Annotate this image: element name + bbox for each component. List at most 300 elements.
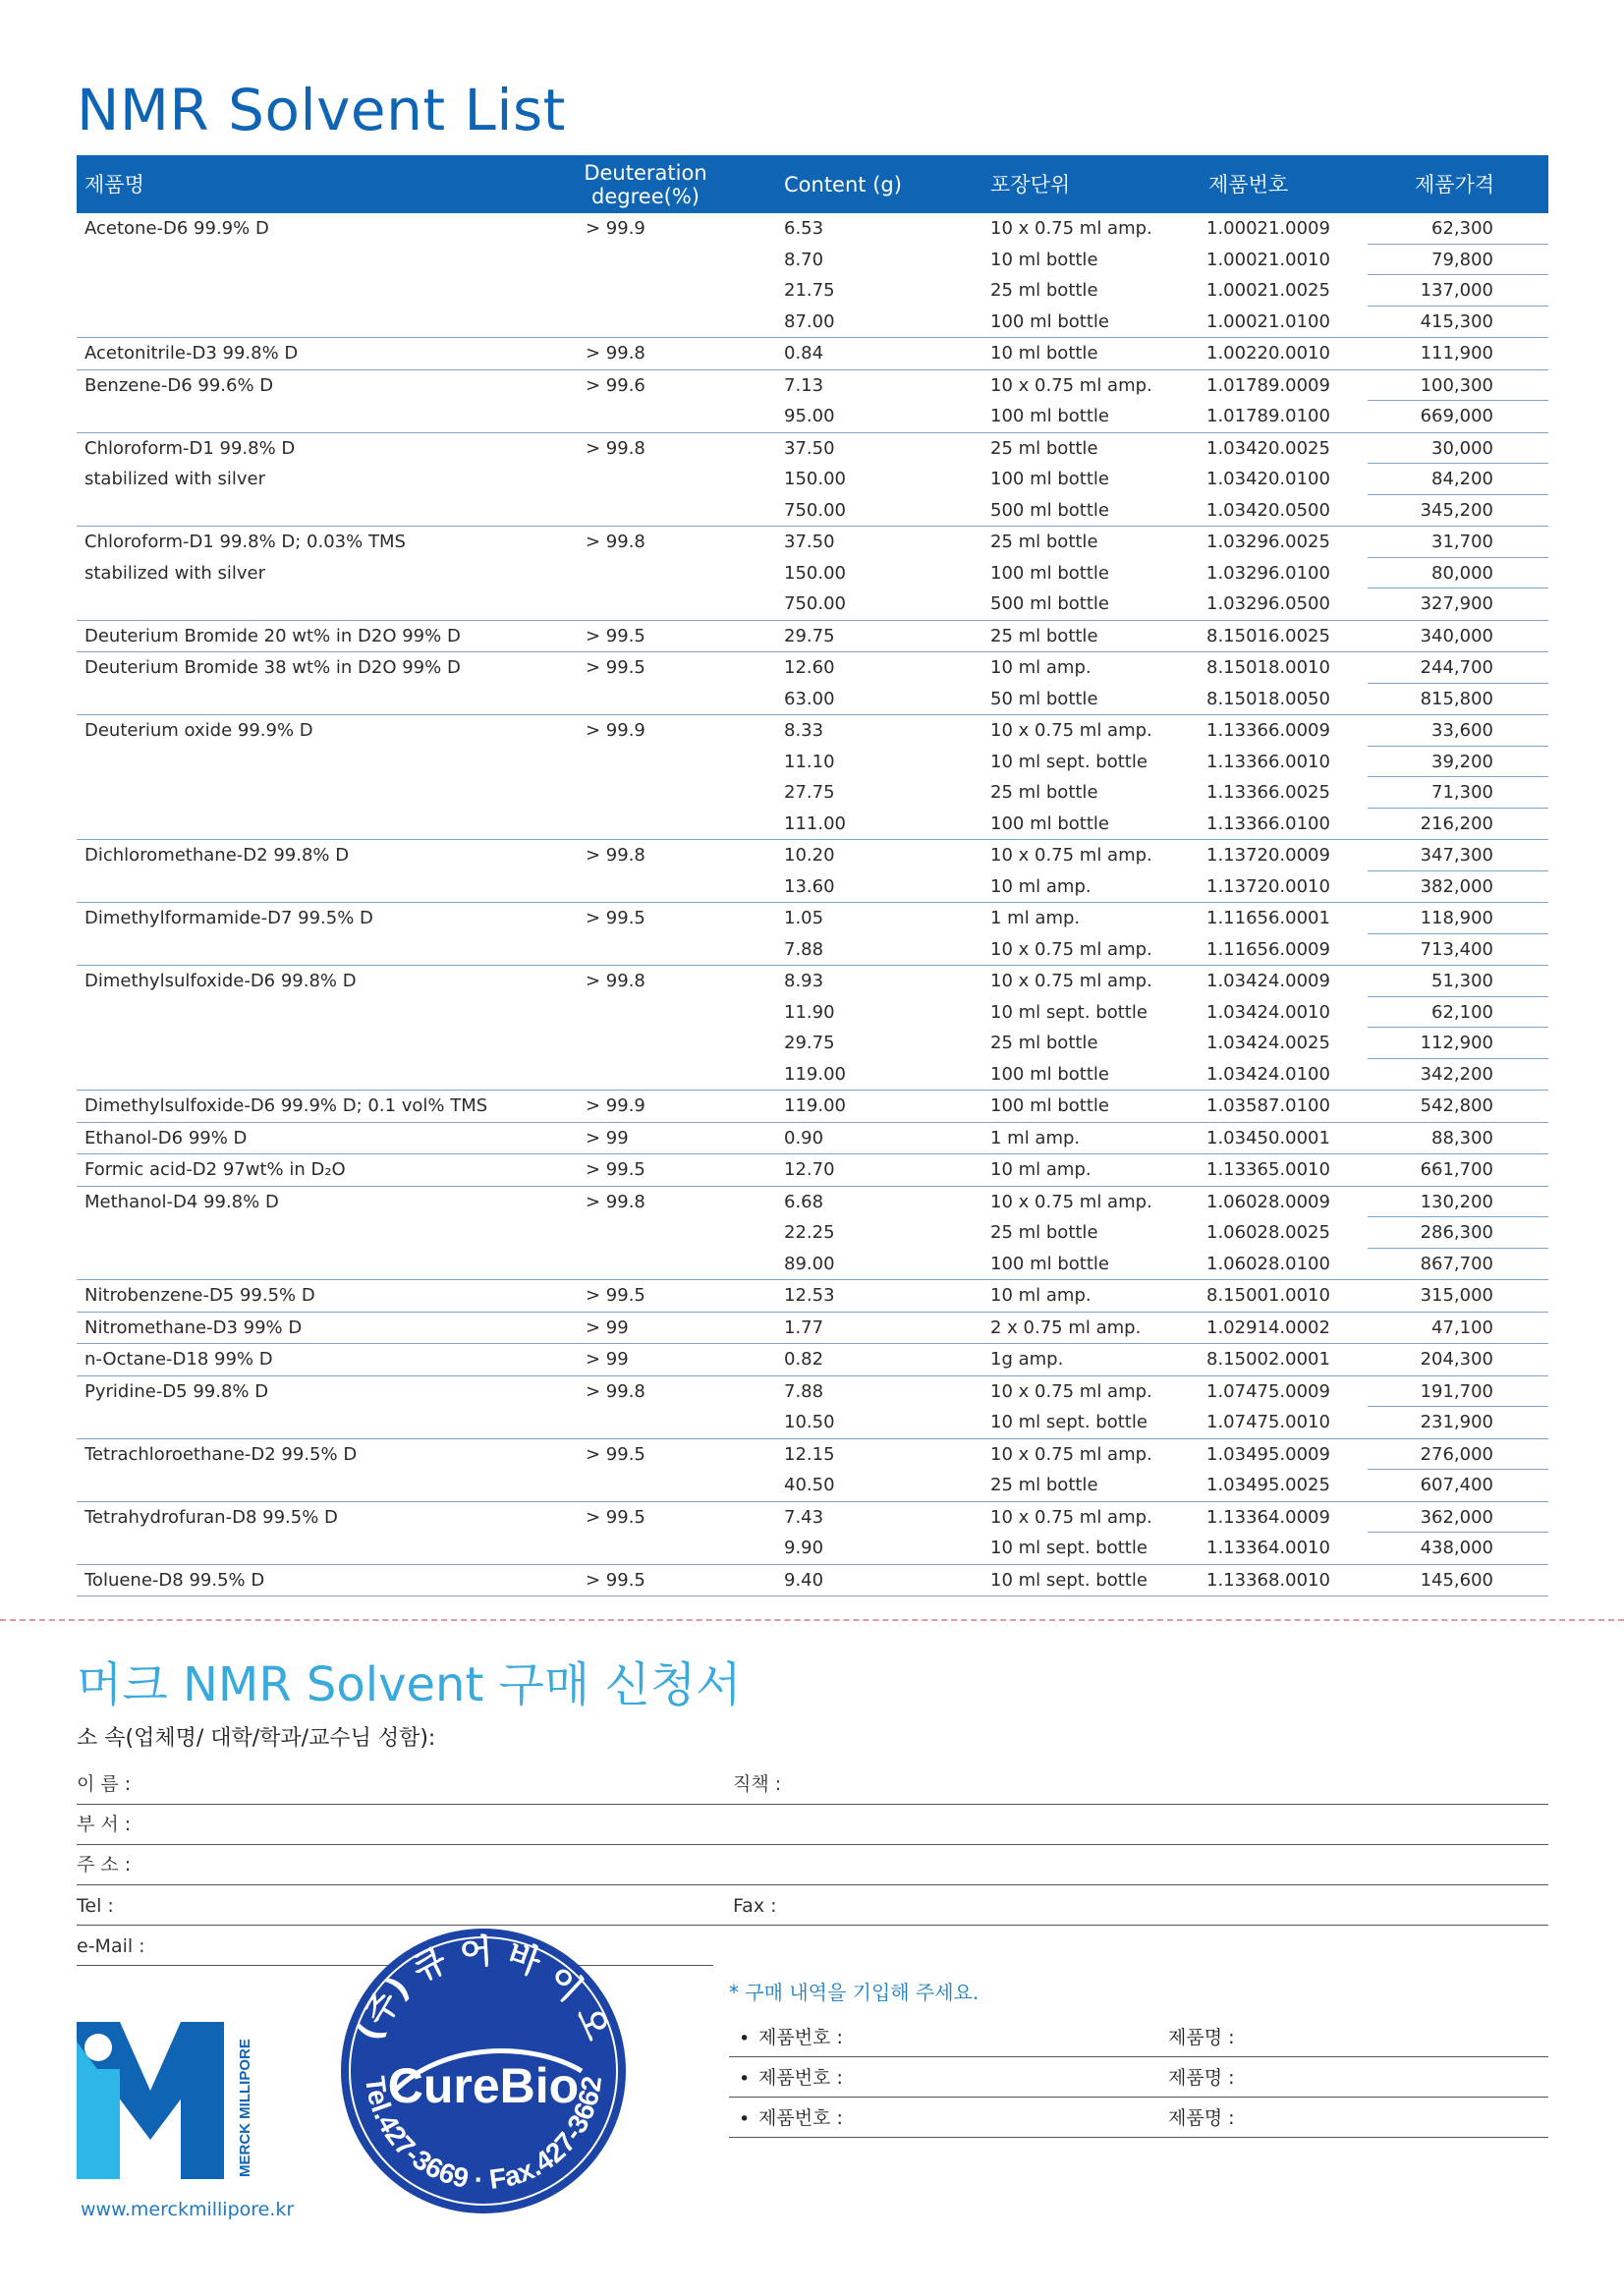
content-cell: 119.00 [784, 1063, 846, 1085]
deuteration-cell: > 99.5 [586, 625, 645, 646]
product-name-cell: stabilized with silver [84, 562, 265, 584]
package-cell: 10 x 0.75 ml amp. [990, 1443, 1152, 1465]
package-cell: 10 x 0.75 ml amp. [990, 1191, 1152, 1212]
deuteration-cell: > 99.8 [586, 343, 645, 364]
catalog-no-cell: 1.13368.0010 [1206, 1569, 1330, 1591]
package-cell: 25 ml bottle [990, 1475, 1098, 1495]
price-cell: 79,800 [1368, 245, 1548, 276]
table-row [77, 715, 1548, 747]
package-cell: 1g amp. [990, 1349, 1064, 1370]
deuteration-cell: > 99 [586, 1127, 629, 1148]
product-group [77, 652, 1548, 715]
table-row [77, 871, 1548, 903]
order-line[interactable] [729, 2098, 1548, 2138]
table-row [77, 652, 1548, 684]
table-row [77, 903, 1548, 934]
table-row [77, 1313, 1548, 1344]
table-row [77, 370, 1548, 402]
content-cell: 9.90 [784, 1538, 824, 1558]
product-group [77, 1344, 1548, 1376]
package-cell: 1 ml amp. [990, 908, 1081, 928]
website-link[interactable]: www.merckmillipore.kr [81, 2199, 295, 2220]
table-row [77, 747, 1548, 778]
content-cell: 29.75 [784, 1033, 835, 1053]
tel-fax-field[interactable] [77, 1884, 1548, 1926]
catalog-no-cell: 1.00021.0100 [1206, 310, 1330, 332]
catalog-no-cell: 1.11656.0001 [1206, 908, 1330, 928]
deuteration-cell: > 99.8 [586, 971, 645, 991]
package-cell: 100 ml bottle [990, 406, 1109, 426]
table-row [77, 1439, 1548, 1471]
table-row [77, 213, 1548, 245]
catalog-no-cell: 8.15001.0010 [1206, 1285, 1330, 1306]
catalog-no-cell: 1.07475.0009 [1206, 1380, 1330, 1402]
order-line[interactable] [729, 2057, 1548, 2098]
product-group [77, 527, 1548, 621]
catalog-no-cell: 1.03424.0009 [1206, 971, 1330, 991]
company-stamp [336, 1924, 631, 2218]
package-cell: 10 ml sept. bottle [990, 751, 1148, 772]
table-row [77, 275, 1548, 307]
product-name-cell: Dichloromethane-D2 99.8% D [84, 845, 350, 866]
table-row [77, 1028, 1548, 1059]
product-name-cell: Nitrobenzene-D5 99.5% D [84, 1285, 315, 1306]
affiliation-label: 소 속(업체명/ 대학/학과/교수님 성함): [77, 1726, 436, 1751]
price-cell: 244,700 [1368, 652, 1548, 684]
deuteration-cell: > 99.8 [586, 1191, 645, 1212]
table-row [77, 1280, 1548, 1312]
deuteration-cell: > 99.8 [586, 845, 645, 866]
content-cell: 119.00 [784, 1095, 846, 1116]
tel-label: Tel : [77, 1895, 114, 1917]
header-catalog-no: 제품번호 [1208, 172, 1289, 196]
catalog-no-cell: 1.03495.0025 [1206, 1475, 1330, 1495]
content-cell: 0.90 [784, 1127, 824, 1148]
catalog-no-cell: 1.03587.0100 [1206, 1095, 1330, 1116]
product-group [77, 840, 1548, 903]
product-group [77, 370, 1548, 433]
form-title: 머크 NMR Solvent 구매 신청서 [77, 1657, 742, 1712]
content-cell: 12.15 [784, 1443, 835, 1465]
table-row [77, 464, 1548, 495]
header-price: 제품가격 [1415, 172, 1495, 196]
table-row [77, 1407, 1548, 1438]
package-cell: 10 x 0.75 ml amp. [990, 218, 1152, 239]
price-cell: 231,900 [1420, 1412, 1493, 1432]
package-cell: 10 x 0.75 ml amp. [990, 938, 1152, 960]
price-cell: 286,300 [1368, 1217, 1548, 1249]
catalog-no-cell: 1.11656.0009 [1206, 938, 1330, 960]
price-cell: 347,300 [1368, 840, 1548, 871]
package-cell: 10 ml sept. bottle [990, 1569, 1148, 1591]
product-name-cell: Acetonitrile-D3 99.8% D [84, 343, 299, 364]
deuteration-cell: > 99.9 [586, 720, 645, 741]
catalog-no-cell: 1.03296.0500 [1206, 593, 1330, 614]
catalog-no-cell: 1.13366.0025 [1206, 782, 1330, 803]
product-no-label: 제품번호 : [758, 2107, 843, 2129]
price-cell: 39,200 [1368, 747, 1548, 778]
price-cell: 661,700 [1420, 1159, 1493, 1180]
deuteration-cell: > 99.8 [586, 532, 645, 552]
product-no-label: 제품번호 : [758, 2027, 843, 2048]
catalog-no-cell: 1.03420.0500 [1206, 499, 1330, 521]
price-cell: 216,200 [1420, 812, 1493, 834]
content-cell: 11.10 [784, 751, 835, 772]
content-cell: 21.75 [784, 280, 835, 301]
catalog-no-cell: 1.13366.0010 [1206, 751, 1330, 772]
price-cell: 33,600 [1368, 715, 1548, 747]
package-cell: 500 ml bottle [990, 593, 1109, 614]
catalog-no-cell: 8.15018.0050 [1206, 688, 1330, 709]
product-group [77, 1187, 1548, 1281]
product-group [77, 966, 1548, 1091]
price-cell: 47,100 [1431, 1316, 1493, 1338]
name-label: 이 름 : [77, 1773, 132, 1795]
catalog-no-cell: 1.07475.0010 [1206, 1412, 1330, 1432]
deuteration-cell: > 99.5 [586, 1285, 645, 1306]
product-name-label: 제품명 : [1168, 2107, 1235, 2129]
table-header [77, 155, 1548, 213]
table-body [77, 213, 1548, 1596]
product-name-cell: Deuterium Bromide 20 wt% in D2O 99% D [84, 625, 461, 646]
table-row [77, 1533, 1548, 1564]
package-cell: 100 ml bottle [990, 1063, 1109, 1085]
package-cell: 10 x 0.75 ml amp. [990, 1506, 1152, 1528]
deuteration-cell: > 99.5 [586, 908, 645, 928]
content-cell: 7.43 [784, 1506, 824, 1528]
product-name-cell: Dimethylsulfoxide-D6 99.8% D [84, 971, 357, 991]
catalog-no-cell: 1.03424.0010 [1206, 1001, 1330, 1023]
table-row [77, 1059, 1548, 1091]
deuteration-cell: > 99.5 [586, 1443, 645, 1465]
page-title: NMR Solvent List [77, 77, 566, 143]
product-name-cell: Dimethylsulfoxide-D6 99.9% D; 0.1 vol% TMS [84, 1095, 488, 1116]
package-cell: 10 ml amp. [990, 657, 1092, 678]
price-cell: 62,100 [1368, 997, 1548, 1029]
content-cell: 7.88 [784, 938, 824, 960]
table-row [77, 1470, 1548, 1501]
deuteration-cell: > 99.9 [586, 1095, 645, 1116]
price-cell: 327,900 [1420, 593, 1493, 614]
catalog-no-cell: 8.15016.0025 [1206, 625, 1330, 646]
content-cell: 8.33 [784, 720, 824, 741]
svg-text:(주) 큐 어 바 이 오: (주) 큐 어 바 이 오 [350, 1932, 617, 2046]
product-group [77, 903, 1548, 966]
catalog-no-cell: 1.03296.0025 [1206, 532, 1330, 552]
merck-millipore-wordmark [234, 2024, 255, 2181]
catalog-no-cell: 1.02914.0002 [1206, 1316, 1330, 1338]
product-group [77, 1439, 1548, 1502]
table-row [77, 1249, 1548, 1280]
price-cell: 607,400 [1420, 1475, 1493, 1495]
package-cell: 10 x 0.75 ml amp. [990, 971, 1152, 991]
package-cell: 10 ml amp. [990, 1285, 1092, 1306]
content-cell: 7.13 [784, 374, 824, 396]
price-cell: 438,000 [1420, 1538, 1493, 1558]
catalog-no-cell: 8.15018.0010 [1206, 657, 1330, 678]
content-cell: 95.00 [784, 406, 835, 426]
price-cell: 345,200 [1420, 499, 1493, 521]
content-cell: 37.50 [784, 437, 835, 459]
price-cell: 130,200 [1368, 1187, 1548, 1218]
product-name-cell: Toluene-D8 99.5% D [84, 1569, 265, 1591]
product-name-cell: Deuterium oxide 99.9% D [84, 720, 313, 741]
price-cell: 713,400 [1420, 938, 1493, 960]
catalog-no-cell: 1.01789.0009 [1206, 374, 1330, 396]
deuteration-cell: > 99.5 [586, 657, 645, 678]
table-row [77, 934, 1548, 966]
table-row [77, 840, 1548, 871]
product-group [77, 1565, 1548, 1597]
package-cell: 100 ml bottle [990, 310, 1109, 332]
price-cell: 88,300 [1431, 1127, 1493, 1148]
solvent-table [77, 155, 1548, 1596]
catalog-no-cell: 1.03420.0025 [1206, 437, 1330, 459]
deuteration-cell: > 99.9 [586, 218, 645, 239]
product-name-cell: Tetrahydrofuran-D8 99.5% D [84, 1506, 338, 1528]
name-field[interactable] [77, 1764, 1548, 1805]
deuteration-cell: > 99 [586, 1349, 629, 1370]
package-cell: 10 x 0.75 ml amp. [990, 720, 1152, 741]
content-cell: 0.84 [784, 343, 824, 364]
package-cell: 100 ml bottle [990, 469, 1109, 489]
product-group [77, 715, 1548, 840]
package-cell: 10 x 0.75 ml amp. [990, 374, 1152, 396]
table-row [77, 401, 1548, 432]
package-cell: 100 ml bottle [990, 1253, 1109, 1274]
price-cell: 31,700 [1368, 527, 1548, 558]
package-cell: 25 ml bottle [990, 1033, 1098, 1053]
package-cell: 10 ml amp. [990, 875, 1092, 897]
header-content: Content (g) [784, 172, 902, 196]
product-name-cell: n-Octane-D18 99% D [84, 1349, 273, 1370]
price-cell: 815,800 [1420, 688, 1493, 709]
content-cell: 11.90 [784, 1001, 835, 1023]
order-note: * 구매 내역을 기입해 주세요. [729, 1981, 980, 2004]
price-cell: 315,000 [1420, 1285, 1493, 1306]
content-cell: 10.50 [784, 1412, 835, 1432]
catalog-no-cell: 1.03296.0100 [1206, 562, 1330, 584]
table-row [77, 433, 1548, 465]
table-row [77, 1154, 1548, 1186]
product-name-cell: Benzene-D6 99.6% D [84, 374, 274, 396]
catalog-no-cell: 1.00021.0010 [1206, 249, 1330, 270]
price-cell: 204,300 [1420, 1349, 1493, 1370]
table-row [77, 684, 1548, 715]
content-cell: 111.00 [784, 812, 846, 834]
package-cell: 25 ml bottle [990, 625, 1098, 646]
product-group [77, 1376, 1548, 1439]
catalog-no-cell: 1.03424.0100 [1206, 1063, 1330, 1085]
product-group [77, 1091, 1548, 1123]
bullet: • [739, 2028, 751, 2049]
product-name-cell: Nitromethane-D3 99% D [84, 1316, 303, 1338]
price-cell: 415,300 [1420, 310, 1493, 332]
content-cell: 750.00 [784, 593, 846, 614]
content-cell: 29.75 [784, 625, 835, 646]
address-label: 주 소 : [77, 1854, 132, 1876]
table-row [77, 777, 1548, 809]
product-name-cell: Pyridine-D5 99.8% D [84, 1380, 269, 1402]
price-cell: 542,800 [1420, 1095, 1493, 1116]
table-row [77, 1123, 1548, 1154]
order-line[interactable] [729, 2017, 1548, 2057]
deuteration-cell: > 99.8 [586, 1380, 645, 1402]
product-group [77, 1154, 1548, 1187]
product-name-cell: stabilized with silver [84, 469, 265, 489]
catalog-no-cell: 1.13365.0010 [1206, 1159, 1330, 1180]
package-cell: 10 x 0.75 ml amp. [990, 1380, 1152, 1402]
price-cell: 145,600 [1420, 1569, 1493, 1591]
price-cell: 30,000 [1368, 433, 1548, 465]
content-cell: 13.60 [784, 875, 835, 897]
deuteration-cell: > 99.8 [586, 437, 645, 459]
price-cell: 867,700 [1420, 1253, 1493, 1274]
catalog-no-cell: 1.00021.0025 [1206, 280, 1330, 301]
table-row [77, 1217, 1548, 1249]
deuteration-cell: > 99 [586, 1316, 629, 1338]
table-row [77, 1565, 1548, 1596]
price-cell: 71,300 [1368, 777, 1548, 809]
fax-label: Fax : [733, 1895, 777, 1917]
content-cell: 12.60 [784, 657, 835, 678]
package-cell: 2 x 0.75 ml amp. [990, 1316, 1142, 1338]
table-row [77, 966, 1548, 997]
catalog-no-cell: 1.13366.0009 [1206, 720, 1330, 741]
price-cell: 111,900 [1420, 343, 1493, 364]
price-cell: 51,300 [1368, 966, 1548, 997]
content-cell: 0.82 [784, 1349, 824, 1370]
catalog-no-cell: 1.00021.0009 [1206, 218, 1330, 239]
content-cell: 27.75 [784, 782, 835, 803]
product-group [77, 213, 1548, 338]
price-cell: 84,200 [1368, 464, 1548, 495]
content-cell: 150.00 [784, 562, 846, 584]
address-field[interactable] [77, 1844, 1548, 1885]
product-group [77, 1313, 1548, 1345]
cut-line [0, 1619, 1624, 1621]
content-cell: 6.53 [784, 218, 824, 239]
price-cell: 137,000 [1368, 275, 1548, 307]
bullet: • [739, 2068, 751, 2090]
package-cell: 25 ml bottle [990, 437, 1098, 459]
table-row [77, 495, 1548, 527]
svg-text:Tel.427-3669 · Fax.427-3662: Tel.427-3669 · Fax.427-3662 [359, 2074, 608, 2196]
content-cell: 89.00 [784, 1253, 835, 1274]
package-cell: 10 ml bottle [990, 249, 1098, 270]
content-cell: 750.00 [784, 499, 846, 521]
table-row [77, 588, 1548, 620]
dept-label: 부 서 : [77, 1814, 132, 1835]
catalog-no-cell: 1.13364.0009 [1206, 1506, 1330, 1528]
content-cell: 150.00 [784, 469, 846, 489]
table-row [77, 1187, 1548, 1218]
content-cell: 6.68 [784, 1191, 824, 1212]
table-row [77, 558, 1548, 589]
content-cell: 12.70 [784, 1159, 835, 1180]
catalog-no-cell: 1.01789.0100 [1206, 406, 1330, 426]
catalog-no-cell: 1.00220.0010 [1206, 343, 1330, 364]
content-cell: 22.25 [784, 1222, 835, 1243]
catalog-no-cell: 1.03495.0009 [1206, 1443, 1330, 1465]
price-cell: 112,900 [1368, 1028, 1548, 1059]
table-row [77, 1376, 1548, 1408]
table-row [77, 809, 1548, 840]
table-row [77, 621, 1548, 652]
package-cell: 500 ml bottle [990, 499, 1109, 521]
package-cell: 1 ml amp. [990, 1127, 1081, 1148]
package-cell: 25 ml bottle [990, 280, 1098, 301]
price-cell: 100,300 [1368, 370, 1548, 402]
content-cell: 63.00 [784, 688, 835, 709]
table-row [77, 245, 1548, 276]
package-cell: 10 ml sept. bottle [990, 1412, 1148, 1432]
package-cell: 10 ml sept. bottle [990, 1538, 1148, 1558]
content-cell: 40.50 [784, 1475, 835, 1495]
content-cell: 8.70 [784, 249, 824, 270]
header-product-name: 제품명 [84, 172, 144, 196]
content-cell: 7.88 [784, 1380, 824, 1402]
product-name-cell: Chloroform-D1 99.8% D; 0.03% TMS [84, 532, 406, 552]
package-cell: 10 ml bottle [990, 343, 1098, 364]
package-cell: 100 ml bottle [990, 1095, 1109, 1116]
table-row [77, 1344, 1548, 1375]
price-cell: 342,200 [1420, 1063, 1493, 1085]
product-group [77, 621, 1548, 653]
content-cell: 1.05 [784, 908, 824, 928]
catalog-no-cell: 1.06028.0100 [1206, 1253, 1330, 1274]
table-row [77, 338, 1548, 369]
price-cell: 276,000 [1368, 1439, 1548, 1471]
merck-millipore-logo-icon [77, 2022, 224, 2179]
product-name-label: 제품명 : [1168, 2027, 1235, 2048]
catalog-no-cell: 1.06028.0025 [1206, 1222, 1330, 1243]
deuteration-cell: > 99.5 [586, 1569, 645, 1591]
svg-text:CureBio: CureBio [387, 2058, 580, 2113]
price-cell: 382,000 [1420, 875, 1493, 897]
price-cell: 340,000 [1420, 625, 1493, 646]
catalog-no-cell: 1.13364.0010 [1206, 1538, 1330, 1558]
product-group [77, 1280, 1548, 1313]
product-name-cell: Deuterium Bromide 38 wt% in D2O 99% D [84, 657, 461, 678]
content-cell: 9.40 [784, 1569, 824, 1591]
catalog-no-cell: 8.15002.0001 [1206, 1349, 1330, 1370]
package-cell: 25 ml bottle [990, 1222, 1098, 1243]
table-row [77, 1502, 1548, 1534]
table-row [77, 1091, 1548, 1122]
content-cell: 1.77 [784, 1316, 824, 1338]
package-cell: 100 ml bottle [990, 562, 1109, 584]
dept-field[interactable] [77, 1804, 1548, 1845]
content-cell: 10.20 [784, 845, 835, 866]
package-cell: 50 ml bottle [990, 688, 1098, 709]
product-name-cell: Methanol-D4 99.8% D [84, 1191, 279, 1212]
position-label: 직책 : [733, 1773, 782, 1795]
price-cell: 62,300 [1368, 213, 1548, 245]
product-group [77, 1123, 1548, 1155]
product-group [77, 433, 1548, 528]
product-name-label: 제품명 : [1168, 2067, 1235, 2089]
email-label: e-Mail : [77, 1935, 145, 1957]
package-cell: 10 x 0.75 ml amp. [990, 845, 1152, 866]
package-cell: 25 ml bottle [990, 532, 1098, 552]
product-name-cell: Acetone-D6 99.9% D [84, 218, 269, 239]
header-package: 포장단위 [990, 172, 1071, 196]
price-cell: 118,900 [1368, 903, 1548, 934]
table-row [77, 997, 1548, 1029]
catalog-no-cell: 1.03450.0001 [1206, 1127, 1330, 1148]
catalog-no-cell: 1.03424.0025 [1206, 1033, 1330, 1053]
